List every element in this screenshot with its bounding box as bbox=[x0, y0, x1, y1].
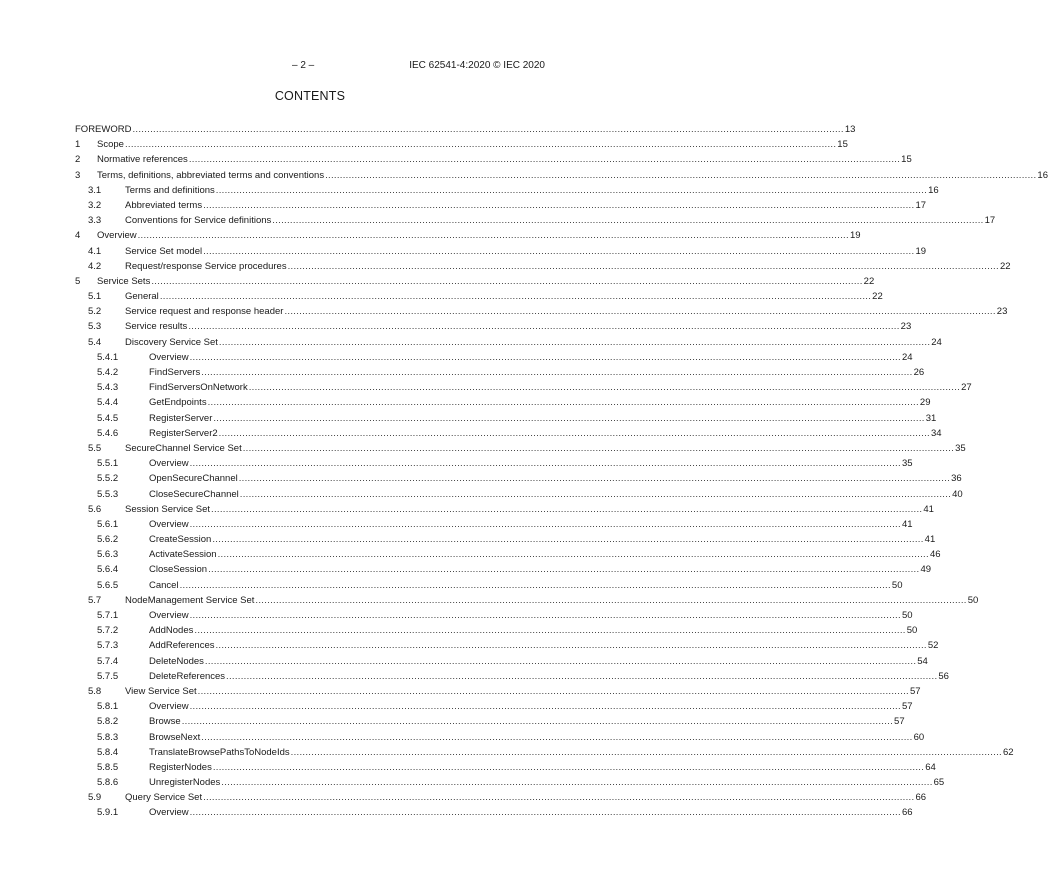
toc-leader-dots: .................................................................................................................................................................................................................................................. bbox=[194, 625, 906, 637]
toc-entry-page: 62 bbox=[1002, 746, 1014, 758]
toc-entry-page: 41 bbox=[901, 518, 913, 530]
toc-entry-number: 5.8.2 bbox=[97, 716, 119, 728]
toc-entry-title: View Service Set bbox=[125, 685, 197, 697]
toc-leader-dots: .................................................................................................................................................................................................................................................. bbox=[159, 291, 872, 303]
toc-entry-number: 5.4.1 bbox=[97, 351, 119, 363]
toc-entry[interactable] bbox=[75, 761, 936, 777]
toc-entry-page: 66 bbox=[901, 807, 913, 819]
toc-entry[interactable] bbox=[75, 230, 861, 245]
toc-entry[interactable] bbox=[75, 685, 921, 701]
toc-entry-number: 5.5.3 bbox=[97, 488, 119, 500]
toc-entry-number: 5.7.1 bbox=[97, 610, 119, 621]
toc-entry-page: 26 bbox=[913, 367, 925, 378]
toc-entry-page: 22 bbox=[999, 260, 1011, 272]
toc-entry-title: Scope bbox=[97, 139, 124, 151]
toc-entry[interactable] bbox=[75, 427, 942, 443]
toc-entry-page: 56 bbox=[938, 670, 949, 682]
toc-entry-title: AddNodes bbox=[149, 625, 194, 637]
toc-entry[interactable] bbox=[75, 458, 913, 473]
toc-entry-number: 5.3 bbox=[88, 321, 102, 333]
toc-leader-dots: .................................................................................................................................................................................................................................................. bbox=[215, 640, 927, 652]
toc-entry-number: 5.4.4 bbox=[97, 397, 119, 409]
toc-entry[interactable] bbox=[75, 199, 927, 215]
toc-entry-page: 46 bbox=[929, 549, 941, 561]
toc-leader-dots: .................................................................................................................................................................................................................................................. bbox=[207, 397, 919, 409]
toc-entry-page: 15 bbox=[901, 154, 912, 166]
toc-entry-page: 24 bbox=[901, 351, 913, 363]
toc-entry-title: Overview bbox=[149, 807, 189, 819]
toc-leader-dots: .................................................................................................................................................................................................................................................. bbox=[189, 458, 901, 470]
toc-leader-dots: .................................................................................................................................................................................................................................................. bbox=[211, 503, 923, 515]
toc-leader-dots: .................................................................................................................................................................................................................................................. bbox=[197, 685, 909, 697]
toc-entry[interactable] bbox=[75, 792, 927, 807]
toc-leader-dots: .................................................................................................................................................................................................................................................. bbox=[272, 215, 984, 227]
toc-entry-page: 22 bbox=[872, 291, 883, 303]
toc-entry-title: CreateSession bbox=[149, 534, 212, 546]
toc-entry-page: 49 bbox=[920, 564, 932, 576]
toc-entry-page: 16 bbox=[928, 184, 939, 196]
toc-entry-number: 2 bbox=[75, 154, 81, 166]
toc-entry[interactable] bbox=[75, 260, 1011, 276]
toc-entry[interactable] bbox=[75, 351, 913, 367]
toc-entry-page: 41 bbox=[924, 534, 936, 546]
toc-leader-dots: .................................................................................................................................................................................................................................................. bbox=[218, 336, 931, 348]
toc-entry-number: 3.1 bbox=[88, 184, 102, 196]
toc-entry[interactable] bbox=[75, 518, 913, 534]
toc-entry-number: 5.9 bbox=[88, 792, 102, 804]
toc-entry-page: 35 bbox=[901, 458, 913, 470]
toc-entry[interactable] bbox=[75, 549, 941, 564]
toc-leader-dots: .................................................................................................................................................................................................................................................. bbox=[215, 184, 928, 196]
toc-entry-number: 5.2 bbox=[88, 306, 102, 318]
toc-entry-title: RegisterServer bbox=[149, 412, 213, 424]
toc-entry[interactable] bbox=[75, 640, 939, 655]
toc-entry-number: 5.7.3 bbox=[97, 640, 119, 652]
toc-entry-page: 23 bbox=[996, 306, 1008, 318]
toc-entry[interactable] bbox=[75, 610, 913, 625]
toc-entry-title: Request/response Service procedures bbox=[125, 260, 287, 272]
toc-entry[interactable] bbox=[75, 503, 934, 519]
toc-leader-dots: .................................................................................................................................................................................................................................................. bbox=[290, 746, 1002, 758]
toc-entry[interactable] bbox=[75, 367, 925, 382]
toc-leader-dots: .................................................................................................................................................................................................................................................. bbox=[212, 761, 925, 773]
toc-entry-number: 5.4.3 bbox=[97, 382, 119, 394]
toc-leader-dots: .................................................................................................................................................................................................................................................. bbox=[287, 260, 999, 272]
toc-entry-number: 5.8.6 bbox=[97, 777, 119, 789]
toc-leader-dots: .................................................................................................................................................................................................................................................. bbox=[212, 534, 924, 546]
toc-entry[interactable] bbox=[75, 291, 883, 306]
toc-entry-number: 5.4.5 bbox=[97, 412, 119, 424]
toc-leader-dots: .................................................................................................................................................................................................................................................. bbox=[226, 670, 938, 682]
toc-leader-dots: .................................................................................................................................................................................................................................................. bbox=[189, 351, 901, 363]
toc-entry-number: 4.1 bbox=[88, 245, 102, 257]
toc-entry-title: Service results bbox=[125, 321, 188, 333]
toc-leader-dots: .................................................................................................................................................................................................................................................. bbox=[189, 518, 901, 530]
toc-entry-number: 5.6.4 bbox=[97, 564, 119, 576]
toc-leader-dots: .................................................................................................................................................................................................................................................. bbox=[203, 792, 915, 804]
toc-entry-title: RegisterServer2 bbox=[149, 427, 218, 439]
toc-entry[interactable] bbox=[75, 473, 962, 488]
toc-entry-page: 50 bbox=[891, 579, 903, 591]
toc-entry-title: GetEndpoints bbox=[149, 397, 207, 409]
toc-entry-title: Service request and response header bbox=[125, 306, 284, 318]
toc-leader-dots: .................................................................................................................................................................................................................................................. bbox=[204, 655, 917, 667]
toc-entry-title: FOREWORD bbox=[75, 124, 132, 135]
toc-entry[interactable] bbox=[75, 670, 949, 686]
toc-entry[interactable] bbox=[75, 154, 912, 169]
toc-entry-number: 3.2 bbox=[88, 199, 102, 211]
toc-entry[interactable] bbox=[75, 564, 932, 579]
toc-entry-page: 17 bbox=[984, 215, 996, 227]
toc-leader-dots: .................................................................................................................................................................................................................................................. bbox=[203, 245, 915, 257]
toc-entry-title: Overview bbox=[149, 701, 189, 713]
toc-entry-title: CloseSession bbox=[149, 564, 208, 576]
toc-leader-dots: .................................................................................................................................................................................................................................................. bbox=[132, 124, 844, 135]
toc-leader-dots: .................................................................................................................................................................................................................................................. bbox=[189, 701, 901, 713]
toc-entry-title: SecureChannel Service Set bbox=[125, 442, 242, 454]
toc-entry-number: 4 bbox=[75, 230, 81, 242]
toc-entry-number: 5.4 bbox=[88, 336, 102, 348]
toc-leader-dots: .................................................................................................................................................................................................................................................. bbox=[201, 367, 913, 378]
toc-entry-title: FindServersOnNetwork bbox=[149, 382, 248, 394]
toc-leader-dots: .................................................................................................................................................................................................................................................. bbox=[188, 154, 901, 166]
toc-entry[interactable] bbox=[75, 625, 918, 640]
toc-entry-page: 57 bbox=[894, 716, 905, 728]
toc-entry-title: OpenSecureChannel bbox=[149, 473, 238, 485]
toc-entry[interactable] bbox=[75, 534, 936, 549]
toc-entry-title: Overview bbox=[149, 610, 189, 621]
toc-leader-dots: .................................................................................................................................................................................................................................................. bbox=[189, 807, 901, 819]
toc-entry-page: 34 bbox=[930, 427, 942, 439]
toc-leader-dots: .................................................................................................................................................................................................................................................. bbox=[217, 549, 929, 561]
toc-entry[interactable] bbox=[75, 184, 939, 200]
toc-entry-title: NodeManagement Service Set bbox=[125, 594, 255, 606]
toc-entry-page: 41 bbox=[923, 503, 934, 515]
standard-reference: IEC 62541-4:2020 © IEC 2020 bbox=[409, 60, 545, 71]
toc-leader-dots: .................................................................................................................................................................................................................................................. bbox=[221, 777, 933, 789]
toc-entry-number: 5.6.1 bbox=[97, 518, 119, 530]
toc-entry-number: 5.6.2 bbox=[97, 534, 119, 546]
toc-entry-page: 36 bbox=[951, 473, 962, 485]
toc-entry-page: 40 bbox=[952, 488, 963, 500]
toc-entry-number: 5.5 bbox=[88, 442, 102, 454]
toc-entry-title: Service Sets bbox=[97, 275, 151, 287]
toc-entry-page: 19 bbox=[849, 230, 861, 242]
toc-leader-dots: .................................................................................................................................................................................................................................................. bbox=[325, 169, 1037, 181]
toc-entry-title: Service Set model bbox=[125, 245, 203, 257]
toc-entry[interactable] bbox=[75, 397, 931, 412]
toc-leader-dots: .................................................................................................................................................................................................................................................. bbox=[239, 488, 952, 500]
toc-leader-dots: .................................................................................................................................................................................................................................................. bbox=[188, 321, 900, 333]
toc-entry-title: Session Service Set bbox=[125, 503, 211, 515]
toc-entry-page: 16 bbox=[1037, 169, 1048, 181]
toc-leader-dots: .................................................................................................................................................................................................................................................. bbox=[218, 427, 930, 439]
toc-entry-title: RegisterNodes bbox=[149, 761, 212, 773]
toc-entry-page: 13 bbox=[844, 124, 856, 135]
toc-entry-title: Conventions for Service definitions bbox=[125, 215, 272, 227]
toc-entry-number: 5.9.1 bbox=[97, 807, 119, 819]
toc-entry-number: 5.8 bbox=[88, 685, 102, 697]
toc-leader-dots: .................................................................................................................................................................................................................................................. bbox=[213, 412, 925, 424]
toc-entry-title: Overview bbox=[97, 230, 137, 242]
toc-entry-title: DeleteNodes bbox=[149, 655, 204, 667]
toc-entry[interactable] bbox=[75, 655, 928, 671]
toc-entry-page: 23 bbox=[900, 321, 912, 333]
page-number: – 2 – bbox=[292, 60, 315, 71]
toc-entry[interactable] bbox=[75, 716, 905, 731]
toc-leader-dots: .................................................................................................................................................................................................................................................. bbox=[208, 564, 920, 576]
toc-leader-dots: .................................................................................................................................................................................................................................................. bbox=[284, 306, 996, 318]
toc-leader-dots: .................................................................................................................................................................................................................................................. bbox=[179, 579, 891, 591]
toc-entry-number: 5.8.1 bbox=[97, 701, 119, 713]
toc-entry-page: 31 bbox=[925, 412, 937, 424]
toc-entry-number: 3.3 bbox=[88, 215, 102, 227]
toc-entry-title: Overview bbox=[149, 458, 189, 470]
toc-entry-page: 27 bbox=[961, 382, 972, 394]
toc-leader-dots: .................................................................................................................................................................................................................................................. bbox=[181, 716, 894, 728]
toc-entry[interactable] bbox=[75, 412, 937, 428]
table-of-contents bbox=[75, 124, 1048, 823]
toc-entry-page: 17 bbox=[915, 199, 927, 211]
toc-entry-number: 5.1 bbox=[88, 291, 102, 303]
toc-entry-page: 24 bbox=[931, 336, 942, 348]
toc-entry-number: 5.6.5 bbox=[97, 579, 119, 591]
toc-entry-number: 3 bbox=[75, 169, 81, 181]
toc-entry[interactable] bbox=[75, 701, 913, 716]
toc-entry-number: 5.8.3 bbox=[97, 731, 119, 743]
toc-entry[interactable] bbox=[75, 245, 927, 261]
toc-leader-dots: .................................................................................................................................................................................................................................................. bbox=[203, 199, 915, 211]
toc-entry-page: 22 bbox=[863, 275, 875, 287]
toc-entry-number: 4.2 bbox=[88, 260, 102, 272]
toc-entry-page: 66 bbox=[915, 792, 927, 804]
toc-entry-page: 50 bbox=[901, 610, 913, 621]
toc-entry-page: 64 bbox=[925, 761, 936, 773]
toc-entry[interactable] bbox=[75, 275, 875, 291]
toc-entry-title: CloseSecureChannel bbox=[149, 488, 239, 500]
toc-entry-number: 5.8.5 bbox=[97, 761, 119, 773]
toc-entry[interactable] bbox=[75, 139, 848, 154]
toc-entry-title: FindServers bbox=[149, 367, 201, 378]
toc-entry-page: 15 bbox=[837, 139, 848, 151]
toc-entry-page: 19 bbox=[915, 245, 927, 257]
toc-entry-page: 50 bbox=[967, 594, 979, 606]
toc-entry-title: DeleteReferences bbox=[149, 670, 226, 682]
toc-leader-dots: .................................................................................................................................................................................................................................................. bbox=[151, 275, 863, 287]
toc-entry-page: 65 bbox=[933, 777, 945, 789]
toc-entry[interactable] bbox=[75, 746, 1014, 762]
toc-entry[interactable] bbox=[75, 124, 856, 139]
toc-entry[interactable] bbox=[75, 215, 996, 230]
toc-entry-title: Terms, definitions, abbreviated terms and conventions bbox=[97, 169, 325, 181]
toc-entry-title: AddReferences bbox=[149, 640, 215, 652]
toc-entry-number: 5.5.2 bbox=[97, 473, 119, 485]
toc-entry-page: 57 bbox=[901, 701, 913, 713]
toc-entry[interactable] bbox=[75, 731, 925, 747]
toc-leader-dots: .................................................................................................................................................................................................................................................. bbox=[137, 230, 849, 242]
toc-entry-number: 5.8.4 bbox=[97, 746, 119, 758]
toc-leader-dots: .................................................................................................................................................................................................................................................. bbox=[242, 442, 955, 454]
toc-entry-page: 52 bbox=[927, 640, 939, 652]
toc-entry-page: 60 bbox=[913, 731, 925, 743]
toc-entry[interactable] bbox=[75, 579, 903, 595]
toc-entry-number: 5.7.4 bbox=[97, 655, 119, 667]
toc-entry-title: General bbox=[125, 291, 159, 303]
toc-entry-number: 5.6.3 bbox=[97, 549, 119, 561]
toc-entry-title: Cancel bbox=[149, 579, 179, 591]
toc-leader-dots: .................................................................................................................................................................................................................................................. bbox=[248, 382, 961, 394]
toc-entry-page: 35 bbox=[955, 442, 966, 454]
toc-entry-number: 5.4.6 bbox=[97, 427, 119, 439]
toc-entry-page: 50 bbox=[906, 625, 918, 637]
toc-entry[interactable] bbox=[75, 807, 913, 822]
toc-entry-title: BrowseNext bbox=[149, 731, 201, 743]
toc-entry[interactable] bbox=[75, 777, 945, 792]
toc-entry-number: 5.7 bbox=[88, 594, 102, 606]
toc-entry-title: Terms and definitions bbox=[125, 184, 215, 196]
toc-entry-title: Browse bbox=[149, 716, 181, 728]
toc-entry-number: 5 bbox=[75, 275, 81, 287]
toc-entry-page: 57 bbox=[909, 685, 921, 697]
toc-entry[interactable] bbox=[75, 442, 966, 458]
toc-entry-title: Abbreviated terms bbox=[125, 199, 203, 211]
toc-entry-number: 5.7.5 bbox=[97, 670, 119, 682]
toc-entry[interactable] bbox=[75, 594, 979, 610]
toc-entry-title: ActivateSession bbox=[149, 549, 217, 561]
toc-entry[interactable] bbox=[75, 488, 963, 504]
toc-entry[interactable] bbox=[75, 306, 1008, 321]
toc-entry-title: UnregisterNodes bbox=[149, 777, 221, 789]
toc-entry-number: 1 bbox=[75, 139, 81, 151]
toc-entry-title: Query Service Set bbox=[125, 792, 203, 804]
toc-entry-title: Discovery Service Set bbox=[125, 336, 218, 348]
toc-entry-number: 5.6 bbox=[88, 503, 102, 515]
toc-entry-number: 5.5.1 bbox=[97, 458, 119, 470]
toc-entry-page: 29 bbox=[919, 397, 931, 409]
toc-entry-title: Normative references bbox=[97, 154, 188, 166]
toc-entry[interactable] bbox=[75, 382, 972, 397]
toc-leader-dots: .................................................................................................................................................................................................................................................. bbox=[124, 139, 837, 151]
toc-entry-page: 54 bbox=[917, 655, 928, 667]
toc-entry[interactable] bbox=[75, 169, 1048, 185]
toc-entry[interactable] bbox=[75, 321, 912, 336]
toc-leader-dots: .................................................................................................................................................................................................................................................. bbox=[189, 610, 901, 621]
toc-leader-dots: .................................................................................................................................................................................................................................................. bbox=[255, 594, 967, 606]
toc-entry-title: TranslateBrowsePathsToNodeIds bbox=[149, 746, 290, 758]
contents-title: CONTENTS bbox=[274, 89, 346, 103]
toc-entry-title: Overview bbox=[149, 518, 189, 530]
toc-entry-number: 5.7.2 bbox=[97, 625, 119, 637]
toc-entry-number: 5.4.2 bbox=[97, 367, 119, 378]
toc-entry[interactable] bbox=[75, 336, 942, 352]
toc-entry-title: Overview bbox=[149, 351, 189, 363]
toc-leader-dots: .................................................................................................................................................................................................................................................. bbox=[201, 731, 913, 743]
toc-leader-dots: .................................................................................................................................................................................................................................................. bbox=[238, 473, 951, 485]
